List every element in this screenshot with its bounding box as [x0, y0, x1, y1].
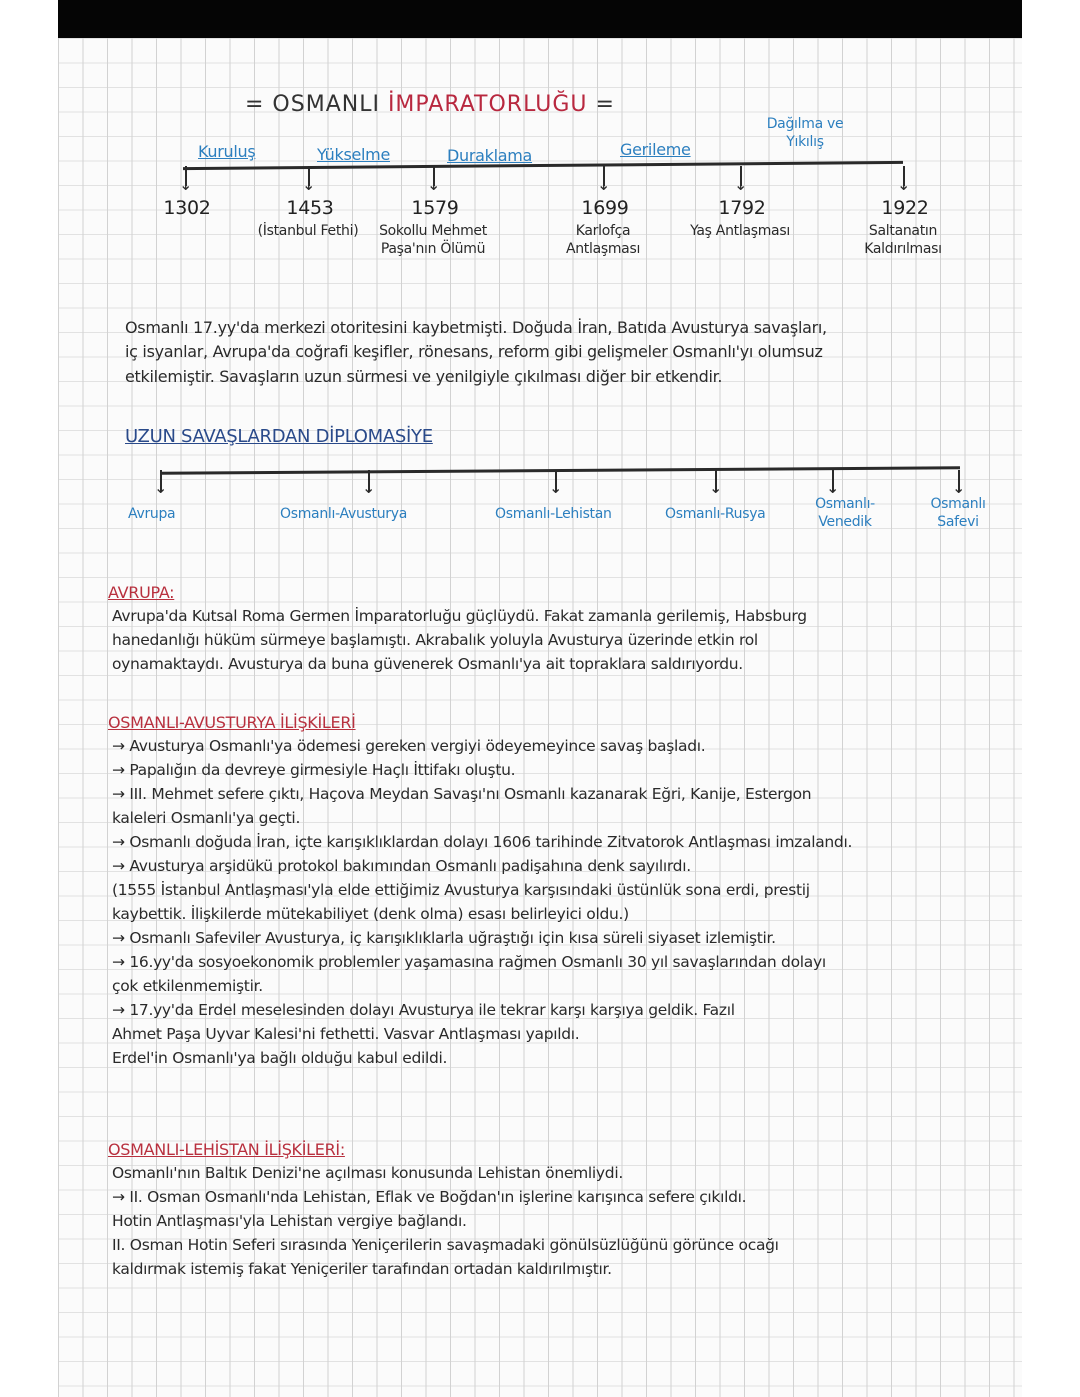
- section-line: Erdel'in Osmanlı'ya bağlı olduğu kabul edildi.: [112, 1049, 448, 1067]
- top-black-bar: [58, 0, 1022, 38]
- diplomacy-heading: UZUN SAVAŞLARDAN DİPLOMASİYE: [125, 426, 433, 447]
- arrow-down-icon: ↓: [154, 478, 168, 497]
- section-line: II. Osman Hotin Seferi sırasında Yeniçerilerin savaşmadaki gönülsüzlüğünü görünce ocağı: [112, 1236, 779, 1254]
- event-label: Sokollu Mehmet Paşa'nın Ölümü: [379, 223, 487, 257]
- event-label: Karlofça Antlaşması: [565, 223, 641, 257]
- arrow-down-icon: ↓: [427, 175, 441, 194]
- section-line: kaleleri Osmanlı'ya geçti.: [112, 809, 301, 827]
- section-line: → Papalığın da devreye girmesiyle Haçlı İttifakı oluştu.: [112, 761, 516, 779]
- section-line: çok etkilenmemiştir.: [112, 977, 263, 995]
- section-heading: OSMANLI-AVUSTURYA İLİŞKİLERİ: [108, 713, 356, 732]
- section-line: kaybettik. İlişkilerde mütekabiliyet (denk olma) esası belirleyici oldu.): [112, 905, 629, 923]
- intro-line: iç isyanlar, Avrupa'da coğrafi keşifler, rönesans, reform gibi gelişmeler Osmanlı'yı olumsuz: [125, 342, 823, 361]
- arrow-down-icon: ↓: [302, 175, 316, 194]
- arrow-down-icon: ↓: [179, 175, 193, 194]
- arrow-down-icon: ↓: [709, 478, 723, 497]
- section-line: → Osmanlı doğuda İran, içte karışıklıklardan dolayı 1606 tarihinde Zitvatorok Antlaşması imzalandı.: [112, 833, 853, 851]
- intro-line: etkilemiştir. Savaşların uzun sürmesi ve yenilgiyle çıkılması diğer bir etkendir.: [125, 367, 723, 386]
- diplomacy-branch: Osmanlı-Avusturya: [280, 506, 408, 522]
- event-year: 1699: [581, 197, 629, 219]
- arrow-down-icon: ↓: [734, 175, 748, 194]
- event-label: Yaş Antlaşması: [690, 223, 790, 239]
- event-year: 1579: [411, 197, 459, 219]
- section-line: → II. Osman Osmanlı'nda Lehistan, Eflak ve Boğdan'ın işlerine karışınca sefere çıkıldı.: [112, 1188, 747, 1206]
- section-heading: AVRUPA:: [108, 583, 175, 602]
- intro-line: Osmanlı 17.yy'da merkezi otoritesini kaybetmişti. Doğuda İran, Batıda Avusturya savaşları,: [125, 318, 827, 337]
- section-line: (1555 İstanbul Antlaşması'yla elde ettiğimiz Avusturya karşısındaki üstünlük sona erdi, prestij: [112, 881, 810, 899]
- event-year: 1922: [881, 197, 929, 219]
- section-line: → Osmanlı Safeviler Avusturya, iç karışıklıklarla uğraştığı için kısa süreli siyaset izlemiştir.: [112, 929, 776, 947]
- section-line: Avrupa'da Kutsal Roma Germen İmparatorluğu güçlüydü. Fakat zamanla gerilemiş, Habsburg: [112, 607, 807, 625]
- diplomacy-branch: Avrupa: [128, 506, 176, 522]
- section-line: → Avusturya Osmanlı'ya ödemesi gereken vergiyi ödeyemeyince savaş başladı.: [112, 737, 706, 755]
- event-year: 1453: [286, 197, 334, 219]
- period-label: Kuruluş: [198, 142, 256, 161]
- arrow-down-icon: ↓: [952, 478, 966, 497]
- diplomacy-branch: Osmanlı Safevi: [930, 496, 986, 530]
- arrow-down-icon: ↓: [826, 478, 840, 497]
- section-line: → Avusturya arşidükü protokol bakımından Osmanlı padişahına denk sayılırdı.: [112, 857, 691, 875]
- title-suffix: =: [587, 92, 615, 117]
- period-label: Yükselme: [317, 145, 390, 164]
- section-line: Hotin Antlaşması'yla Lehistan vergiye bağlandı.: [112, 1212, 467, 1230]
- arrow-down-icon: ↓: [549, 478, 563, 497]
- event-label: (İstanbul Fethi): [257, 223, 359, 239]
- page-title: [245, 92, 615, 117]
- title-main: İMPARATORLUĞU: [387, 92, 588, 117]
- arrow-down-icon: ↓: [897, 175, 911, 194]
- diplomacy-branch: Osmanlı-Rusya: [665, 506, 766, 522]
- event-label: Saltanatın Kaldırılması: [864, 223, 942, 257]
- section-line: → III. Mehmet sefere çıktı, Haçova Meydan Savaşı'nı Osmanlı kazanarak Eğri, Kanije, Estergon: [112, 785, 812, 803]
- section-line: Ahmet Paşa Uyvar Kalesi'ni fethetti. Vasvar Antlaşması yapıldı.: [112, 1025, 580, 1043]
- event-year: 1792: [718, 197, 766, 219]
- period-label: Dağılma ve Yıkılış: [766, 116, 844, 150]
- section-line: kaldırmak istemiş fakat Yeniçeriler tarafından ortadan kaldırılmıştır.: [112, 1260, 612, 1278]
- section-line: Osmanlı'nın Baltık Denizi'ne açılması konusunda Lehistan önemliydi.: [112, 1164, 623, 1182]
- arrow-down-icon: ↓: [362, 478, 376, 497]
- section-line: → 16.yy'da sosyoekonomik problemler yaşamasına rağmen Osmanlı 30 yıl savaşlarından dolayı: [112, 953, 826, 971]
- section-line: hanedanlığı hüküm sürmeye başlamıştı. Akrabalık yoluyla Avusturya üzerinde etkin rol: [112, 631, 758, 649]
- title-prefix: = OSMANLI: [245, 92, 388, 117]
- diplomacy-branch: Osmanlı-Venedik: [815, 496, 875, 530]
- period-label: Gerileme: [620, 140, 691, 159]
- event-year: 1302: [163, 197, 211, 219]
- section-line: → 17.yy'da Erdel meselesinden dolayı Avusturya ile tekrar karşı karşıya geldik. Fazıl: [112, 1001, 735, 1019]
- period-label: Duraklama: [447, 146, 533, 165]
- diplomacy-branch: Osmanlı-Lehistan: [495, 506, 612, 522]
- arrow-down-icon: ↓: [597, 175, 611, 194]
- section-line: oynamaktaydı. Avusturya da buna güvenerek Osmanlı'ya ait topraklara saldırıyordu.: [112, 655, 743, 673]
- section-heading: OSMANLI-LEHİSTAN İLİŞKİLERİ:: [108, 1140, 345, 1159]
